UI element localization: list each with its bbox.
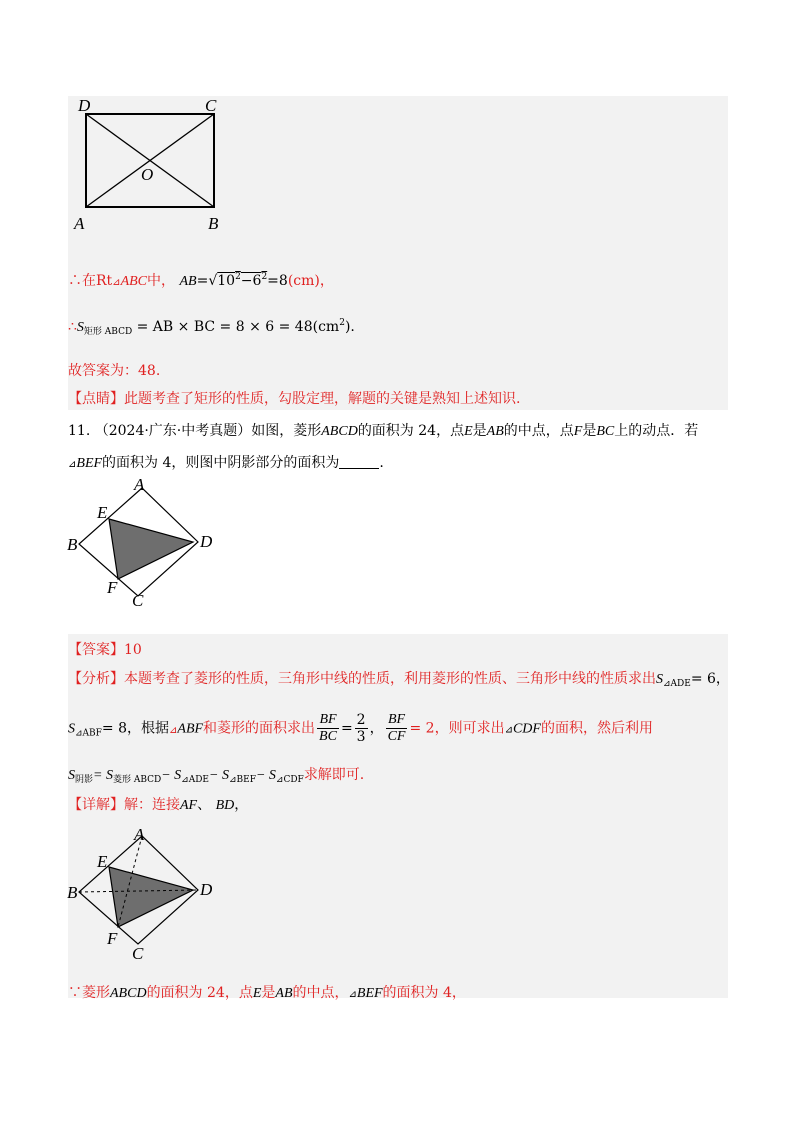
rectangle-figure [72,96,232,236]
label-A: A [74,214,85,233]
label-D: D [78,96,91,115]
rhombus-figure-with-diagonals [62,820,232,970]
label-B: B [208,214,219,233]
label-O: O [141,165,154,184]
label-F: F [107,578,118,597]
review-line: 【点睛】此题考查了矩形的性质，勾股定理，解题的关键是熟知上述知识. [68,391,521,407]
rhombus-figure [62,472,232,614]
analysis-line-3: $S_{阴影}= S_{菱形 ABCD}- S_{⊿ADE}- S_{⊿BEF}- S_{⊿CDF}$求解即可. [68,767,365,785]
solution-line-2: $\therefore S_{矩形 ABCD}$ = AB × BC = $8 \times 6 = 48(cm^2)$. [68,318,355,337]
label-C: C [205,96,217,115]
label-A: A [134,825,145,844]
answer-11: 【答案】10 [68,642,142,658]
label-B: B [67,535,78,554]
analysis-line-1: 【分析】本题考查了菱形的性质，三角形中线的性质，利用菱形的性质、三角形中线的性质求出$S_{⊿ADE}= 6$， [68,671,730,689]
problem-11-line-2: ⊿BEF的面积为 4，则图中阴影部分的面积为 . [68,455,384,471]
label-E: E [97,503,108,522]
label-C: C [132,944,144,963]
label-A: A [134,475,145,494]
because-line: ∵菱形ABCD的面积为 24，点E是AB的中点，⊿BEF的面积为 4， [68,985,466,1001]
problem-11-line-1: 11. （2024·广东·中考真题）如图，菱形ABCD的面积为 24，点E是AB的中点，点F是BC上的动点．若 [68,423,699,439]
analysis-line-2: $S_{⊿ABF}= 8$，根据⊿ABF和菱形的面积求出 $\frac{BF}{BC}$ = $\frac{2}{3}$ ， $\frac{BF}{CF}$ = 2，则可求出⊿CDF的面积，然后利用 [68,712,653,745]
label-B: B [67,883,78,902]
label-C: C [132,591,144,610]
solution-line-1: ∴在Rt⊿ABC中， $AB=√10^2-6^2=8(cm)$， [68,272,334,289]
detail-line: 【详解】解：连接AF、 BD， [68,797,249,813]
label-D: D [200,532,213,551]
label-E: E [97,852,108,871]
answer-line: 故答案为：48. [68,363,161,379]
label-F: F [107,929,118,948]
answer-blank[interactable] [339,456,379,469]
label-D: D [200,880,213,899]
